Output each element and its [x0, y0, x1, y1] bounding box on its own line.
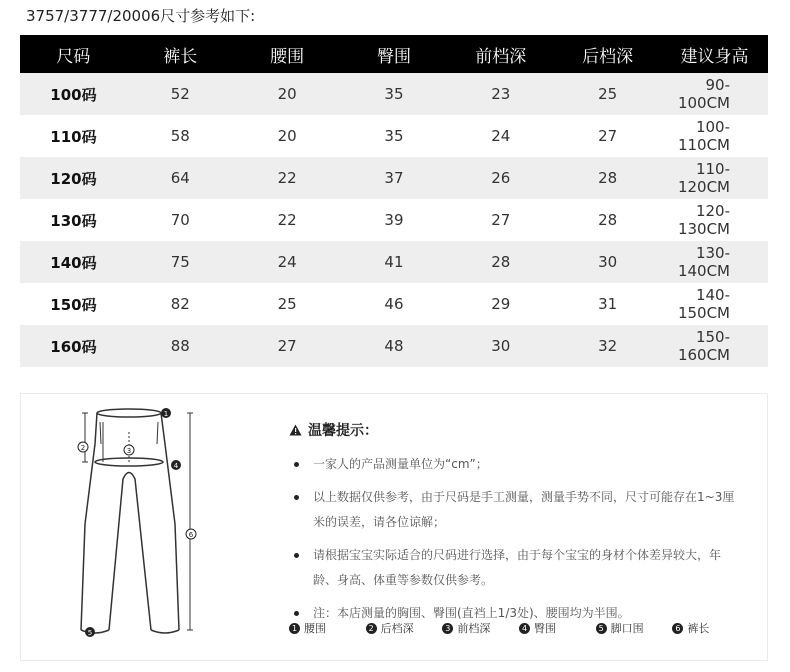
legend-label: 前档深	[457, 622, 491, 635]
tip-text: 以上数据仅供参考，由于尺码是手工测量，测量手势不同，尺寸可能存在1~3厘米的误差，请各位谅解；	[313, 490, 735, 529]
table-cell: 110-120CM	[661, 157, 768, 199]
legend-item	[442, 620, 519, 636]
table-cell: 27	[234, 325, 341, 367]
size-table-header	[20, 35, 768, 73]
table-cell: 35	[384, 127, 404, 145]
table-row	[20, 115, 768, 157]
header-cell: 腰围	[234, 35, 341, 73]
legend-number-badge: 5	[596, 623, 607, 634]
bullet-icon	[294, 462, 299, 467]
pants-outline	[81, 409, 179, 633]
legend-number-badge: 6	[672, 623, 683, 634]
table-cell: 23	[447, 73, 554, 115]
legend-item	[672, 620, 749, 636]
table-cell: 35	[341, 73, 448, 115]
tip-text: 请根据宝宝实际适合的尺码进行选择，由于每个宝宝的身材个体差异较大，年龄、身高、体重等参数仅供参考。	[313, 548, 722, 587]
legend-item	[519, 620, 596, 636]
measurement-legend	[289, 620, 749, 636]
tip-item	[289, 543, 744, 593]
table-row	[20, 325, 768, 367]
svg-text:1: 1	[163, 410, 169, 418]
svg-text:2: 2	[80, 444, 86, 452]
header-cell: 尺码	[20, 35, 127, 73]
table-cell: 70	[170, 211, 190, 229]
diagram-marker	[85, 627, 95, 637]
table-cell: 28	[447, 241, 554, 283]
table-cell: 41	[341, 241, 448, 283]
diagram-marker	[186, 529, 196, 539]
table-cell: 120码	[20, 157, 127, 199]
pants-diagram	[73, 404, 253, 649]
header-cell: 裤长	[127, 35, 234, 73]
table-cell: 100码	[20, 73, 127, 115]
table-cell: 110码	[50, 127, 97, 146]
table-cell: 25	[277, 295, 297, 313]
table-cell: 140码	[20, 241, 127, 283]
bullet-icon	[294, 495, 299, 500]
table-cell: 20	[234, 73, 341, 115]
table-cell: 82	[170, 295, 190, 313]
table-row	[20, 199, 768, 241]
tips-heading	[289, 420, 378, 440]
diagram-marker	[78, 442, 88, 452]
table-cell: 27	[598, 127, 618, 145]
table-cell: 46	[384, 295, 404, 313]
table-cell: 31	[598, 295, 618, 313]
legend-item	[289, 620, 366, 636]
legend-label: 腰围	[304, 622, 326, 635]
table-cell: 20	[277, 127, 297, 145]
table-cell: 25	[554, 73, 661, 115]
table-cell: 150码	[50, 295, 97, 314]
table-row	[20, 157, 768, 199]
legend-item	[366, 620, 443, 636]
legend-number-badge: 3	[442, 623, 453, 634]
table-cell: 130-140CM	[661, 241, 768, 283]
header-cell: 臀围	[341, 35, 448, 73]
svg-text:6: 6	[188, 531, 194, 539]
table-cell: 160码	[20, 325, 127, 367]
table-cell: 28	[598, 211, 618, 229]
table-cell: 58	[170, 127, 190, 145]
legend-number-badge: 4	[519, 623, 530, 634]
table-row	[20, 241, 768, 283]
table-cell: 150-160CM	[661, 325, 768, 367]
table-cell: 24	[234, 241, 341, 283]
legend-item	[596, 620, 673, 636]
tips-list	[289, 452, 744, 634]
table-cell: 24	[491, 127, 511, 145]
table-cell: 140-150CM	[677, 286, 730, 322]
svg-text:4: 4	[173, 462, 179, 470]
svg-text:3: 3	[126, 447, 132, 455]
header-cell: 建议身高	[661, 35, 768, 73]
table-cell: 64	[127, 157, 234, 199]
measure-lines	[82, 413, 193, 630]
legend-number-badge: 2	[366, 623, 377, 634]
table-cell: 30	[447, 325, 554, 367]
tip-text: 一家人的产品测量单位为“cm”；	[313, 457, 488, 471]
table-cell: 90-100CM	[661, 73, 768, 115]
warning-icon	[289, 424, 302, 436]
table-cell: 27	[491, 211, 511, 229]
table-cell: 22	[277, 211, 297, 229]
table-cell: 32	[554, 325, 661, 367]
legend-label: 后档深	[380, 622, 414, 635]
table-cell: 26	[447, 157, 554, 199]
tips-heading-text: 温馨提示：	[308, 423, 378, 439]
diagram-marker	[124, 445, 134, 455]
header-cell: 前档深	[447, 35, 554, 73]
table-cell: 100-110CM	[677, 118, 730, 154]
legend-number-badge: 1	[289, 623, 300, 634]
tip-item	[289, 452, 744, 477]
table-cell: 39	[384, 211, 404, 229]
table-cell: 75	[127, 241, 234, 283]
table-cell: 120-130CM	[677, 202, 730, 238]
tip-text: 注：本店测量的胸围、臀围(直裆上1/3处)、腰围均为半围。	[313, 606, 630, 620]
table-cell: 30	[554, 241, 661, 283]
bullet-icon	[294, 611, 299, 616]
table-cell: 29	[491, 295, 511, 313]
tip-item	[289, 485, 744, 535]
table-cell: 48	[341, 325, 448, 367]
table-cell: 130码	[50, 211, 97, 230]
diagram-marker	[161, 408, 171, 418]
table-cell: 52	[127, 73, 234, 115]
table-row	[20, 283, 768, 325]
legend-label: 脚口围	[610, 622, 644, 635]
table-cell: 88	[127, 325, 234, 367]
diagram-marker	[171, 460, 181, 470]
table-cell: 22	[234, 157, 341, 199]
size-table	[20, 35, 768, 367]
header-cell: 后档深	[554, 35, 661, 73]
page-title: 3757/3777/20006尺寸参考如下:	[26, 7, 256, 25]
table-row	[20, 73, 768, 115]
table-cell: 37	[341, 157, 448, 199]
svg-text:5: 5	[87, 629, 93, 637]
legend-label: 臀围	[534, 622, 557, 635]
legend-label: 裤长	[687, 622, 710, 635]
measurement-panel	[20, 393, 768, 661]
table-cell: 28	[554, 157, 661, 199]
bullet-icon	[294, 553, 299, 558]
